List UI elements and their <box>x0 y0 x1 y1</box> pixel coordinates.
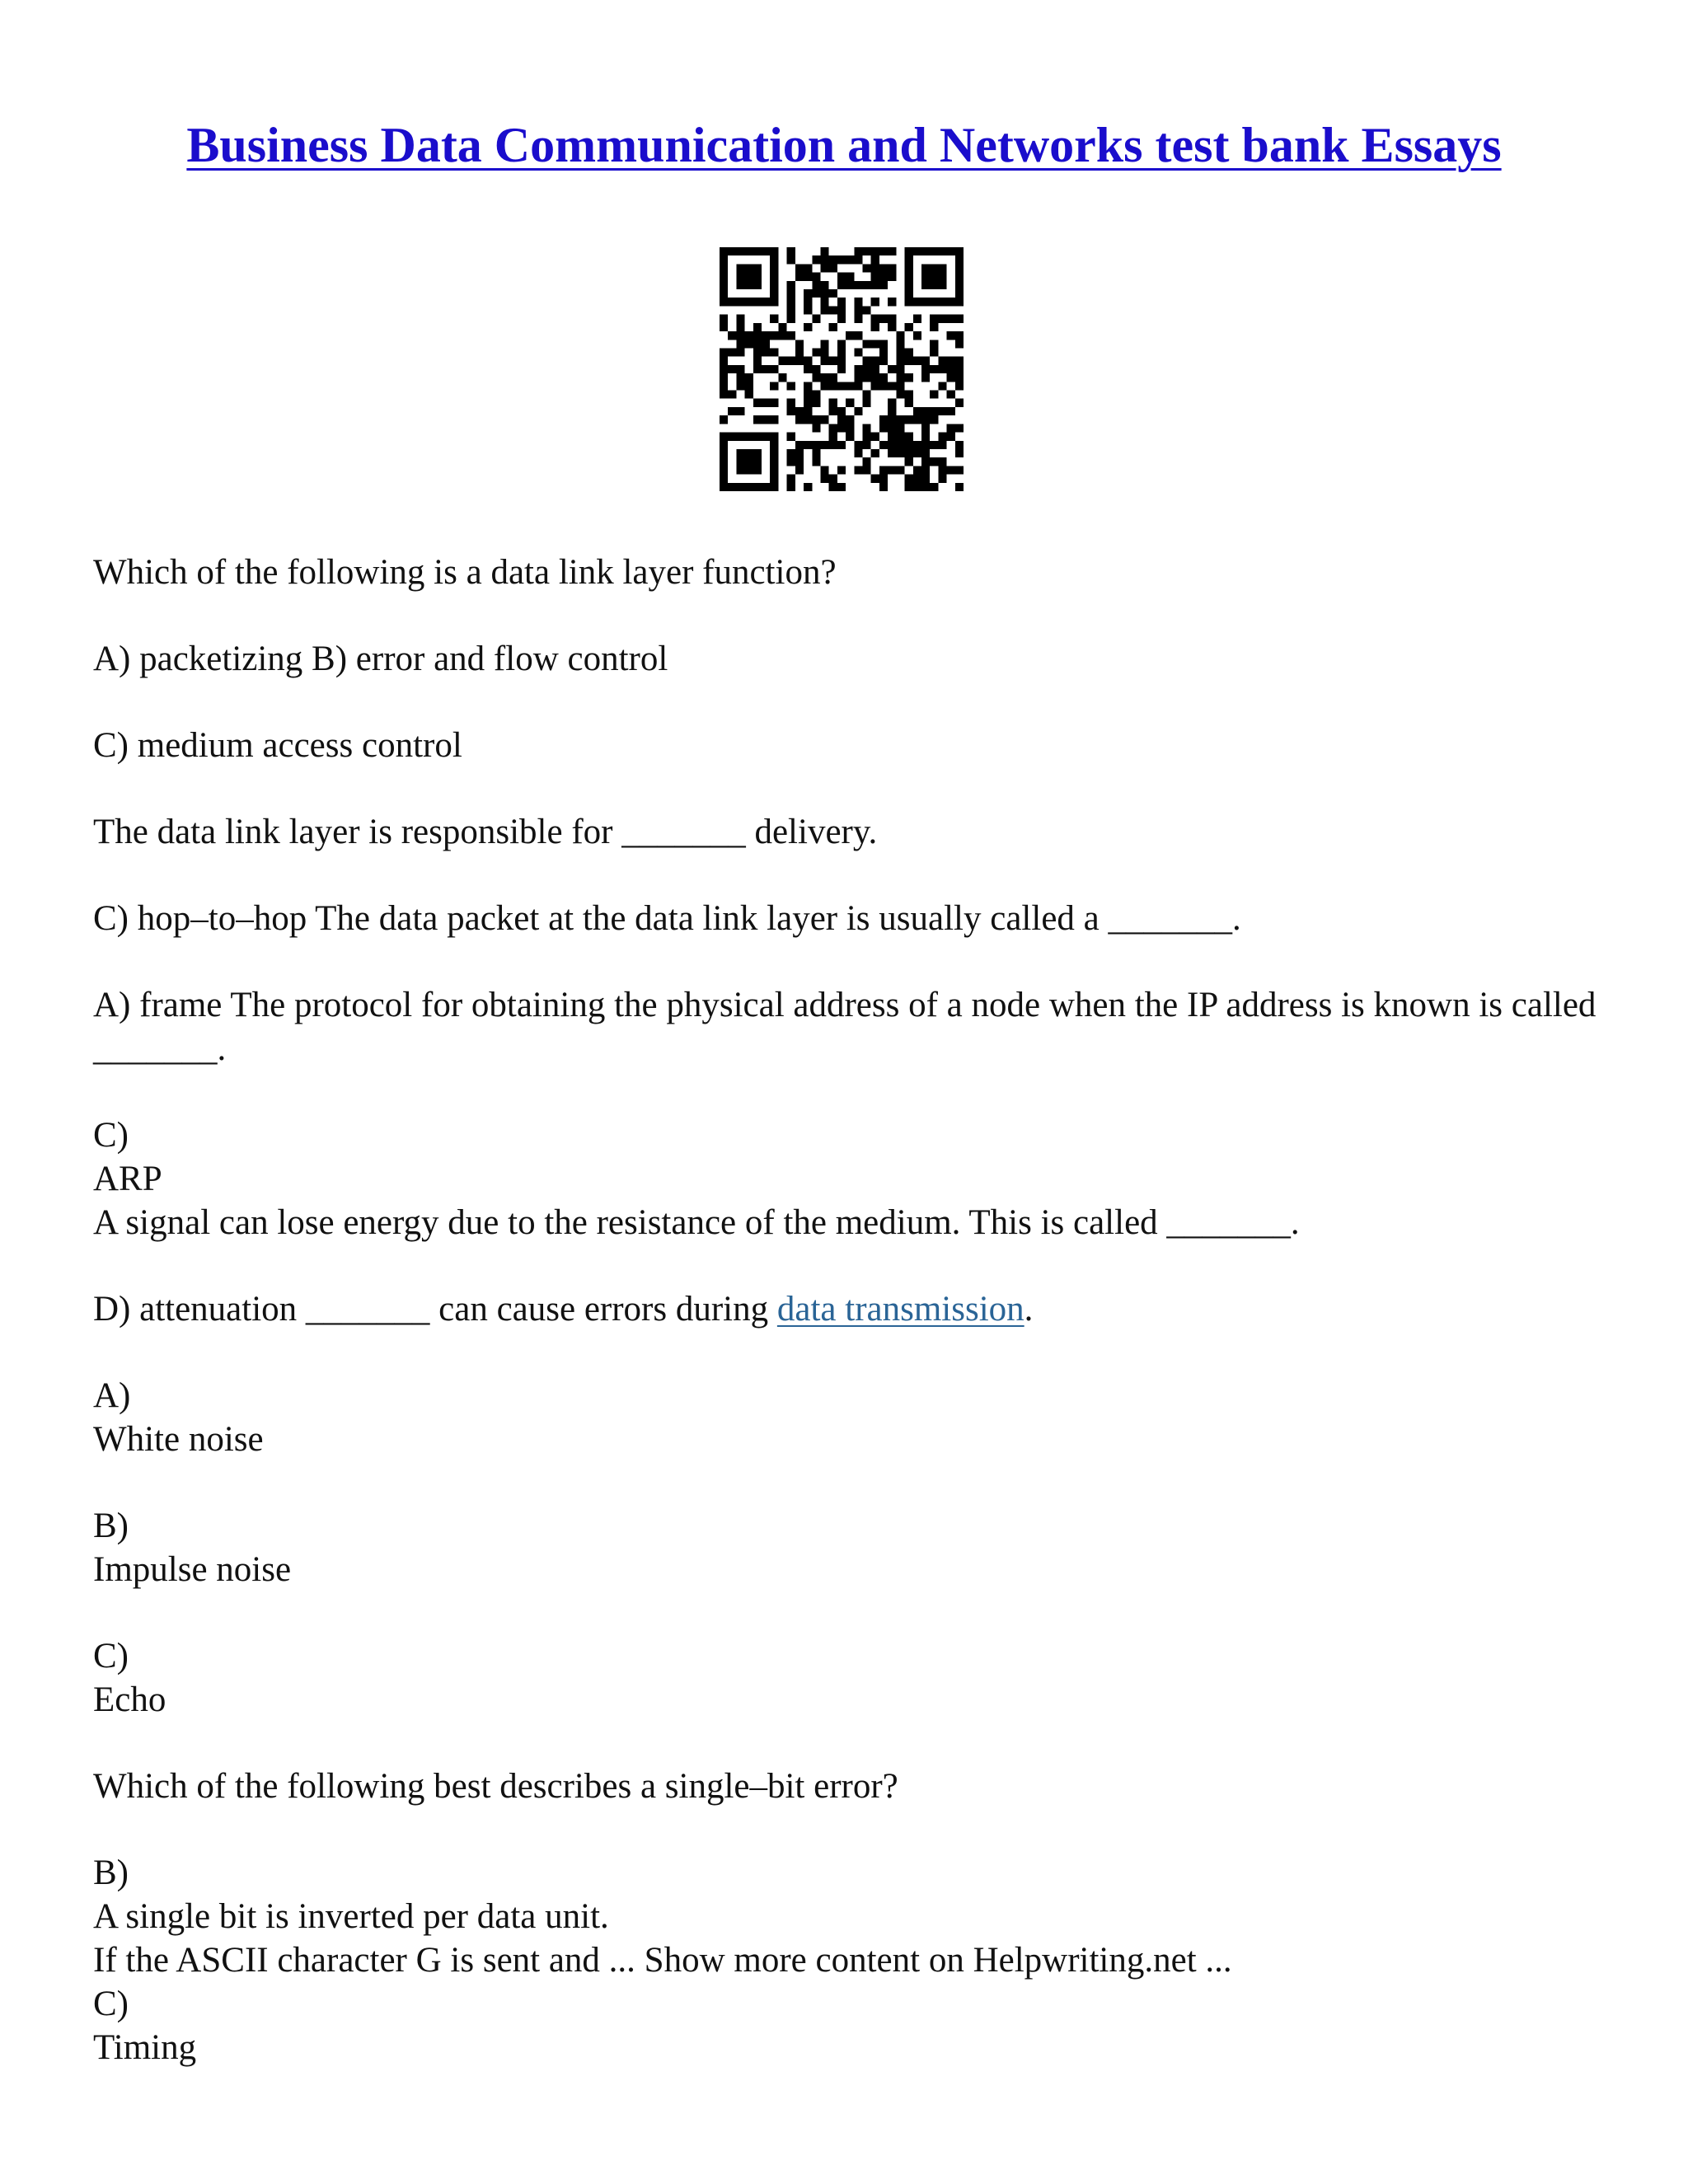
answer-text: A single bit is inverted per data unit. <box>93 1897 609 1936</box>
answer-letter: B) <box>93 1507 129 1545</box>
answer-block <box>93 1504 1601 1591</box>
answer-letter: B) <box>93 1854 129 1892</box>
document-body <box>93 551 1601 2112</box>
qr-code-image <box>720 247 964 491</box>
answer-block <box>93 1374 1601 1461</box>
answer-letter: C) <box>93 1985 129 2023</box>
answer-text: ARP <box>93 1160 162 1198</box>
question-text: Which of the following best describes a single–bit error? <box>93 1767 898 1806</box>
question-text: A signal can lose energy due to the resistance of the medium. This is called _______. <box>93 1203 1300 1242</box>
answer-letter: C) <box>93 1637 129 1675</box>
question-text: Which of the following is a data link layer function? <box>93 553 837 592</box>
answer-text: C) medium access control <box>93 726 462 765</box>
answer-block <box>93 1851 1601 2069</box>
answer-block <box>93 1634 1601 1722</box>
question-text-end: . <box>1024 1290 1034 1329</box>
answer-text: Impulse noise <box>93 1550 292 1589</box>
question-text-start: D) attenuation _______ can cause errors during <box>93 1290 777 1329</box>
title-link[interactable]: Business Data Communication and Networks test bank Essays <box>186 118 1502 172</box>
answer-letter: A) <box>93 1376 131 1415</box>
question-text: C) hop–to–hop The data packet at the data link layer is usually called a _______. <box>93 899 1241 938</box>
data-transmission-link[interactable]: data transmission <box>776 1290 1025 1329</box>
answer-block <box>93 1113 1601 1244</box>
answer-text: White noise <box>93 1420 264 1459</box>
answer-text: Timing <box>93 2028 197 2067</box>
question-text: A) frame The protocol for obtaining the physical address of a node when the IP address is known is called _______. <box>93 986 1597 1068</box>
question-text <box>93 1287 1601 1331</box>
answer-letter: C) <box>93 1116 129 1155</box>
answer-text: Echo <box>93 1680 166 1719</box>
question-text: The data link layer is responsible for _______ delivery. <box>93 813 878 851</box>
answer-text: A) packetizing B) error and flow control <box>93 640 668 678</box>
question-text: If the ASCII character G is sent and ... Show more content on Helpwriting.net ... <box>93 1941 1232 1980</box>
page-title <box>0 115 1688 175</box>
